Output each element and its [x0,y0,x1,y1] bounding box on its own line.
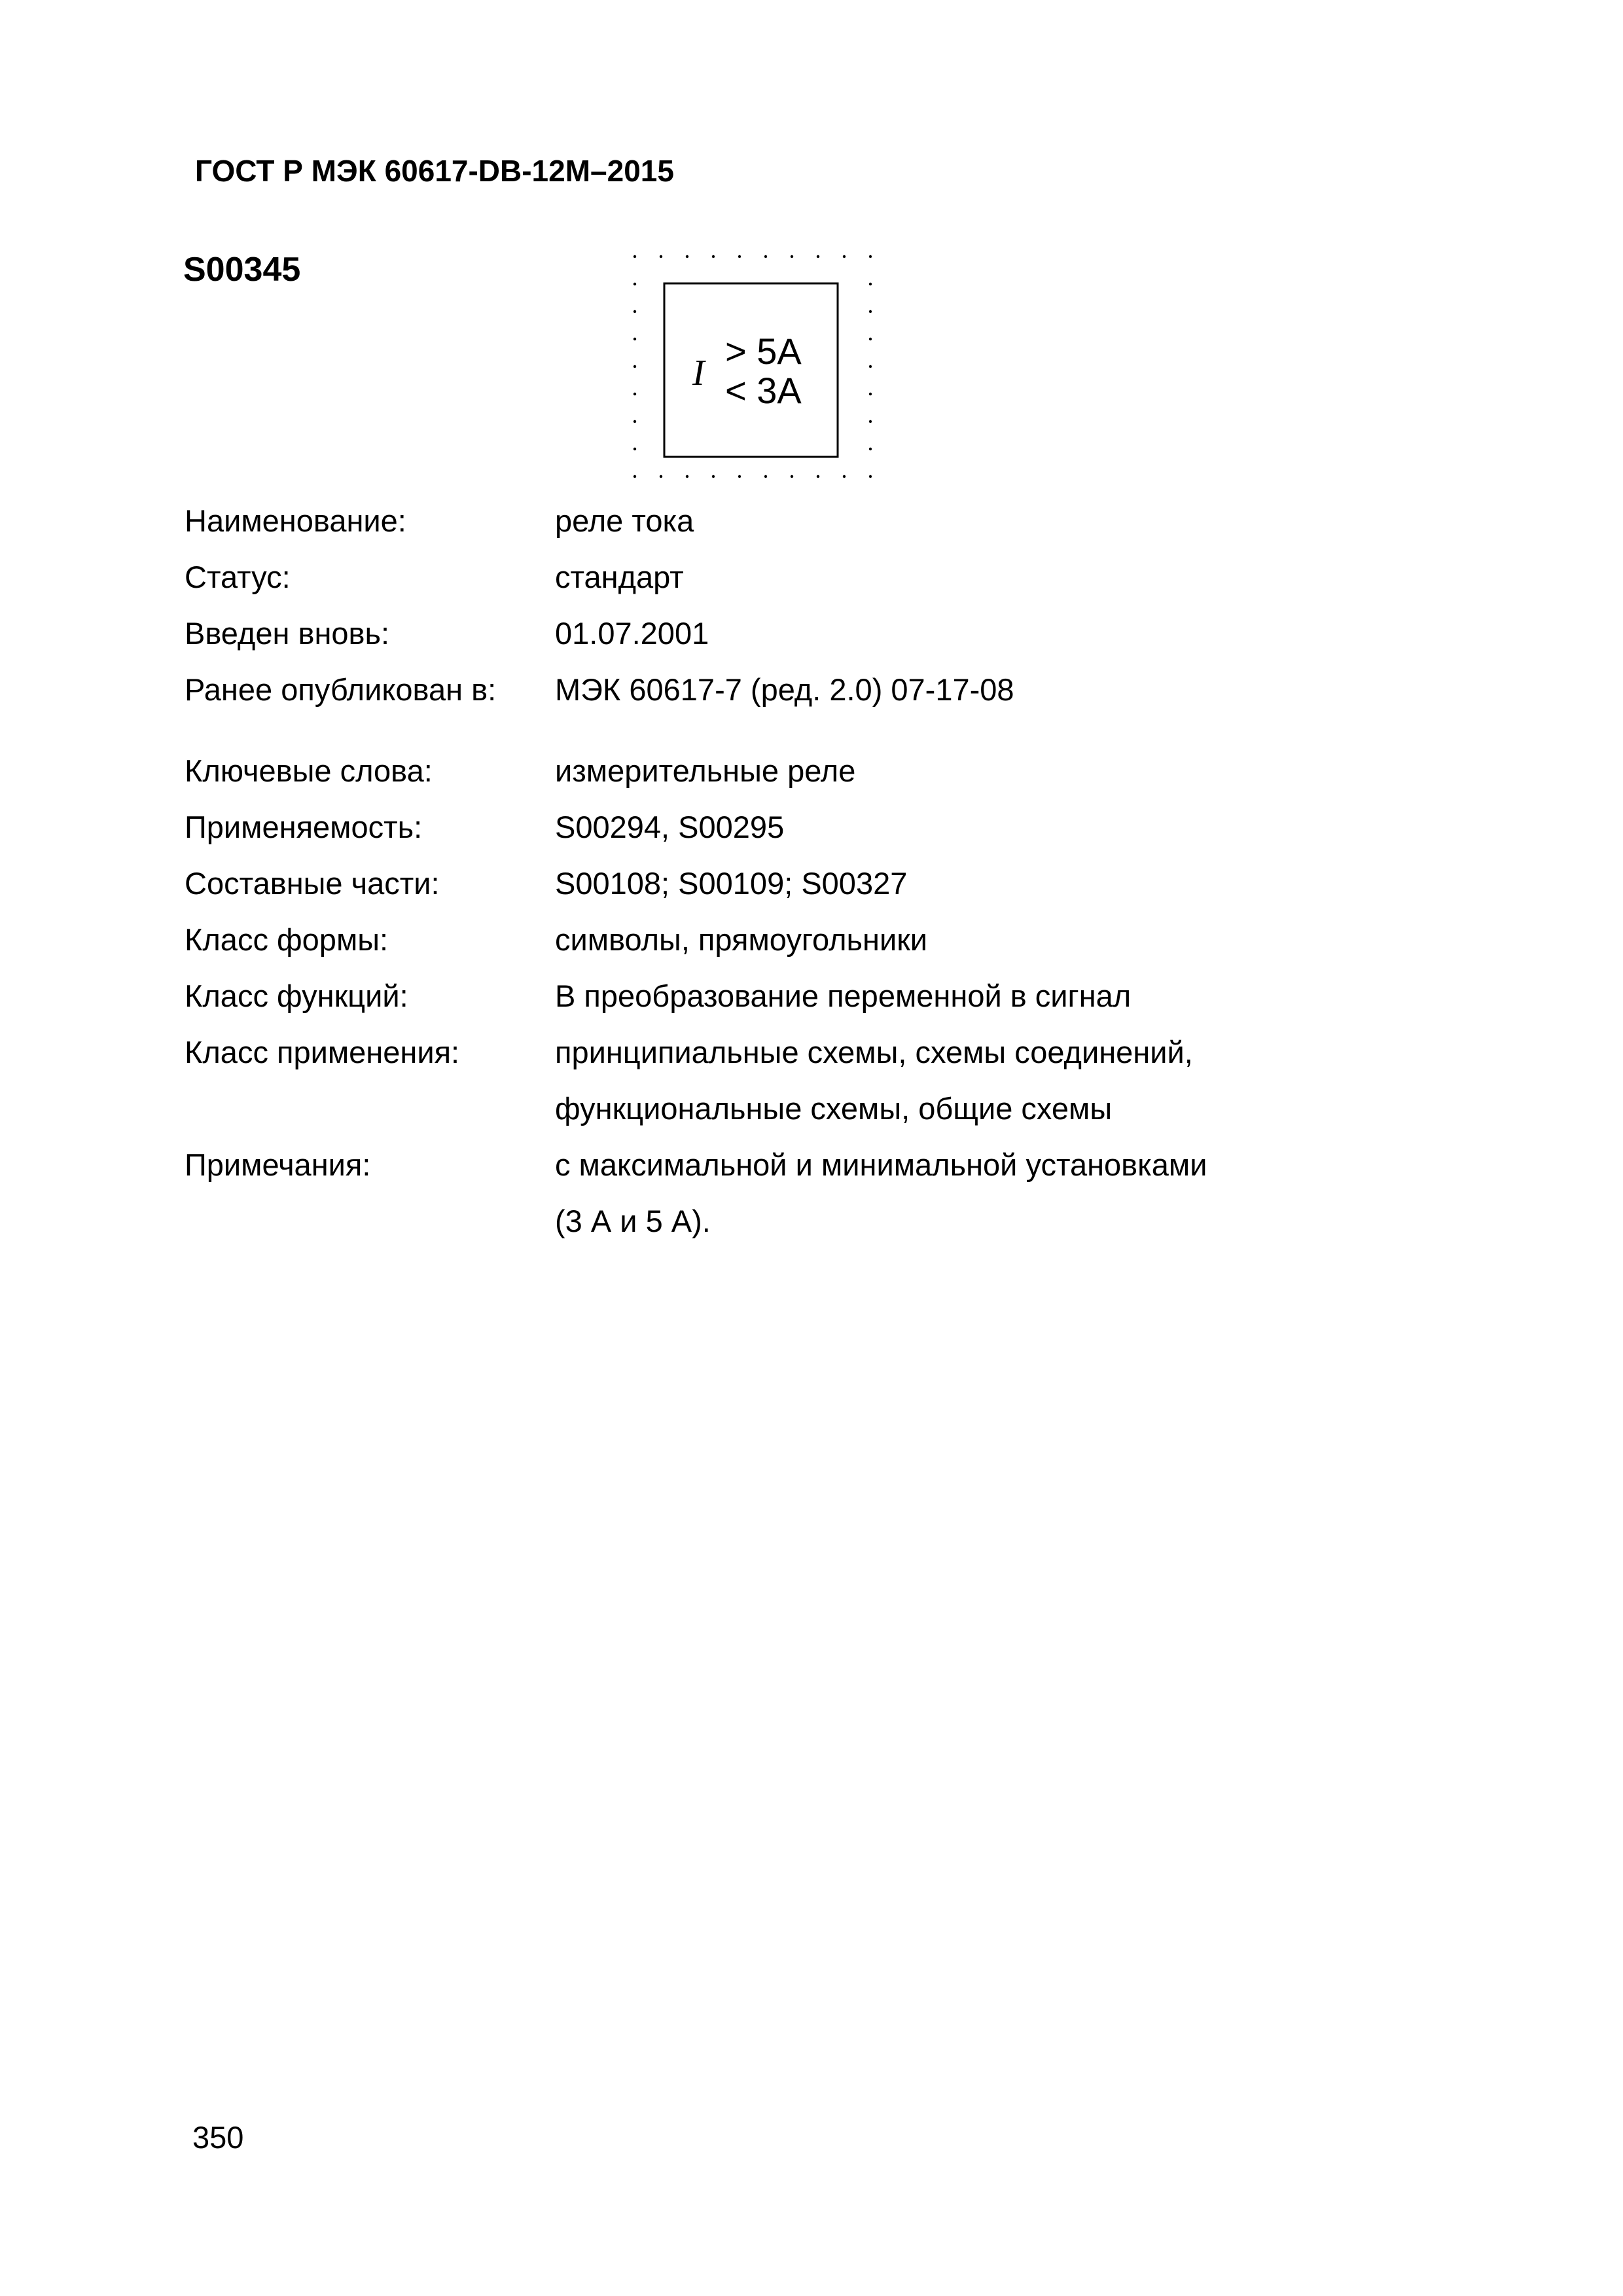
attribute-label: Наименование: [185,503,406,538]
grid-dot [633,475,636,478]
attribute-value: символы, прямоугольники [555,922,928,957]
grid-dot [791,255,793,258]
grid-dot [633,420,636,423]
attribute-value: принципиальные схемы, схемы соединений, [555,1035,1193,1069]
grid-dot [633,365,636,368]
attribute-value: с максимальной и минимальной установками [555,1147,1207,1182]
grid-dot [869,310,872,313]
symbol-variable: I [692,353,705,393]
attribute-value: измерительные реле [555,753,856,788]
grid-dot [633,338,636,340]
grid-dot [869,338,872,340]
grid-dot [869,393,872,395]
attribute-label: Класс применения: [185,1035,460,1069]
grid-dot [686,475,688,478]
grid-dot [817,255,819,258]
grid-dot [712,255,715,258]
grid-dot [764,475,767,478]
lower-setting: < 3A [725,370,802,411]
attribute-label: Статус: [185,560,291,594]
grid-dot [738,255,741,258]
grid-dot [869,283,872,285]
attribute-value: реле тока [555,503,694,538]
attribute-value: функциональные схемы, общие схемы [555,1091,1113,1126]
grid-dot [869,365,872,368]
attribute-label: Составные части: [185,866,440,901]
grid-dot [660,475,662,478]
grid-dot [843,255,846,258]
attribute-label: Применяемость: [185,810,423,844]
grid-dot [633,283,636,285]
grid-dot [791,475,793,478]
grid-dot [869,448,872,450]
grid-dot [738,475,741,478]
attribute-label: Примечания: [185,1147,371,1182]
grid-dot [633,448,636,450]
grid-dot [686,255,688,258]
page-number: 350 [192,2120,244,2155]
attribute-label: Класс формы: [185,922,389,957]
document-header: ГОСТ Р МЭК 60617-DB-12M–2015 [195,154,674,188]
attribute-value: стандарт [555,560,684,594]
attribute-value: (3 А и 5 А). [555,1204,711,1238]
attribute-value: МЭК 60617-7 (ред. 2.0) 07-17-08 [555,672,1014,707]
attribute-label: Класс функций: [185,978,408,1013]
grid-dot [660,255,662,258]
grid-dot [633,310,636,313]
attribute-label: Введен вновь: [185,616,390,651]
grid-dot [817,475,819,478]
attribute-value: S00294, S00295 [555,810,785,844]
grid-dot [633,393,636,395]
symbol-code: S00345 [183,251,301,289]
grid-dot [843,475,846,478]
grid-dot [633,255,636,258]
attribute-value: 01.07.2001 [555,616,709,651]
attribute-value: В преобразование переменной в сигнал [555,978,1132,1013]
grid-dot [712,475,715,478]
symbol-drawing [615,242,877,491]
grid-dot [869,420,872,423]
upper-setting: > 5A [725,331,802,372]
grid-dot [869,475,872,478]
grid-dot [764,255,767,258]
attribute-label: Ранее опубликован в: [185,672,497,707]
attribute-value: S00108; S00109; S00327 [555,866,908,901]
attribute-label: Ключевые слова: [185,753,433,788]
grid-dot [869,255,872,258]
